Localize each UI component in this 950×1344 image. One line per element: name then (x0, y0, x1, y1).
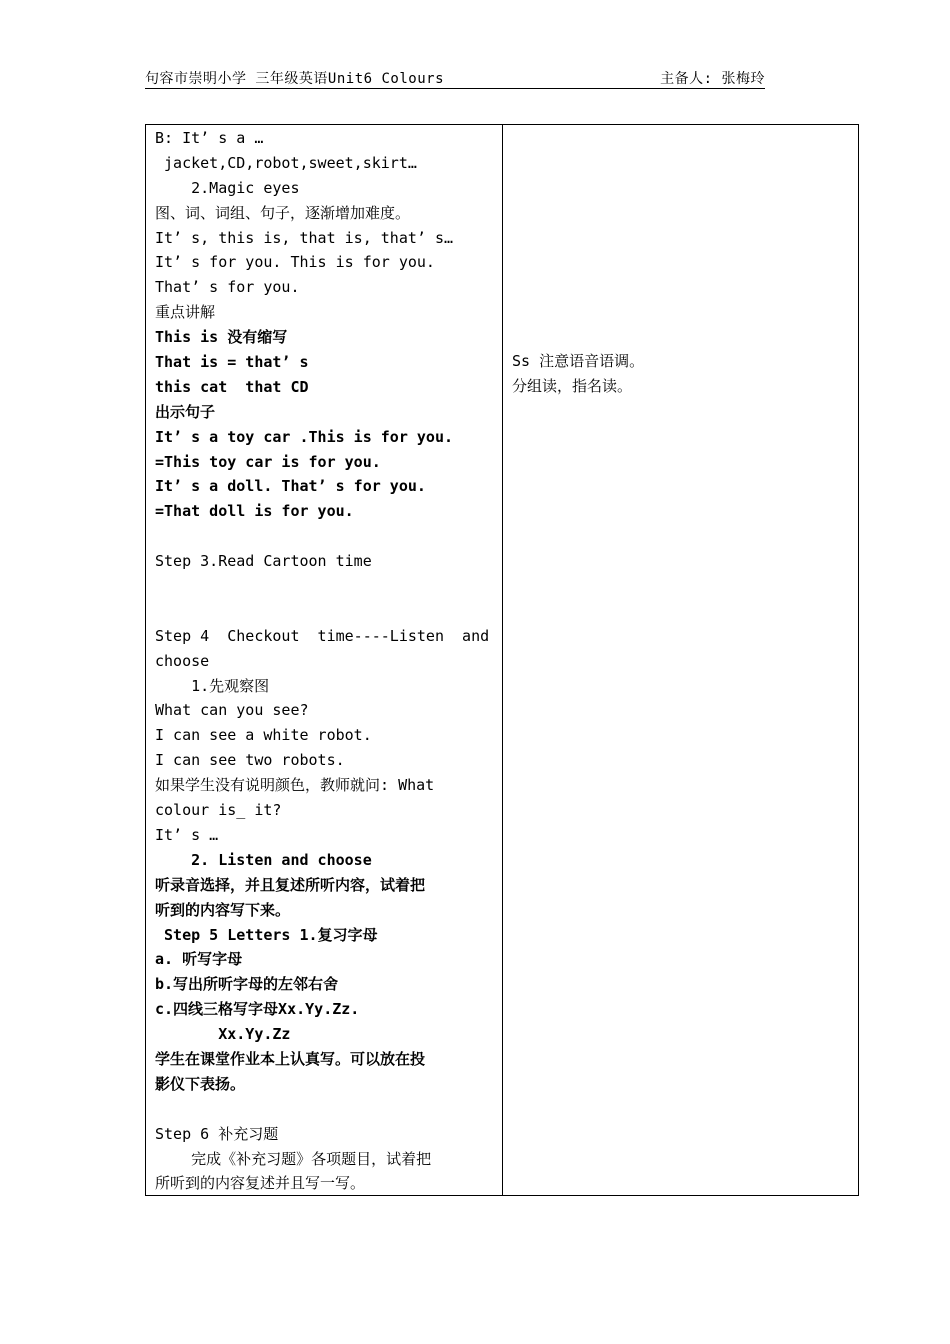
text-line: a. 听写字母 (155, 950, 243, 969)
text-line: c.四线三格写字母Xx.Yy.Zz. (155, 1000, 360, 1019)
text-line: It’ s, this is, that is, that’ s… (155, 228, 454, 247)
text-line: 学生在课堂作业本上认真写。可以放在投 (155, 1049, 426, 1068)
text-line: 完成《补充习题》各项题目，试着把 (155, 1149, 432, 1168)
text-line: This is 没有缩写 (155, 328, 288, 347)
blank-line (155, 524, 495, 549)
text-line: Step 6 补充习题 (155, 1124, 279, 1143)
text-line: b.写出所听字母的左邻右舍 (155, 975, 339, 994)
text-line: 分组读，指名读。 (512, 376, 633, 395)
text-line: It’ s a toy car .This is for you. (155, 427, 454, 446)
text-line: 如果学生没有说明颜色，教师就问: What (155, 776, 435, 795)
text-line: That’ s for you. (155, 278, 300, 297)
text-line: =This toy car is for you. (155, 452, 381, 471)
text-line: 影仪下表扬。 (155, 1074, 246, 1093)
text-line: Step 5 Letters 1.复习字母 (155, 925, 378, 944)
text-line: jacket,CD,robot,sweet,skirt… (155, 153, 417, 172)
header-title: 句容市崇明小学 三年级英语Unit6 Colours (145, 71, 445, 87)
text-line: colour is_ it? (155, 801, 282, 820)
text-line: 听录音选择，并且复述所听内容，试着把 (155, 875, 426, 894)
text-line: choose (155, 651, 210, 670)
text-line: 2. Listen and choose (155, 850, 372, 869)
page-header (145, 66, 765, 89)
text-line: Step 3.Read Cartoon time (155, 552, 372, 571)
text-line: 听到的内容写下来。 (155, 900, 291, 919)
text-line: 重点讲解 (155, 303, 216, 322)
text-line: Xx.Yy.Zz (155, 1025, 291, 1044)
text-line: It’ s for you. This is for you. (155, 253, 435, 272)
column-divider (502, 125, 503, 1195)
text-line: 图、词、词组、句子，逐渐增加难度。 (155, 203, 411, 222)
text-line: 出示句子 (155, 402, 216, 421)
text-line: 2.Magic eyes (155, 178, 300, 197)
blank-line (155, 1097, 495, 1122)
text-line: It’ s … (155, 825, 219, 844)
blank-line (155, 574, 495, 599)
text-line: Step 4 Checkout time----Listen and (155, 626, 490, 645)
left-column (155, 126, 495, 1196)
blank-line (155, 599, 495, 624)
text-line: I can see two robots. (155, 751, 345, 770)
text-line: I can see a white robot. (155, 726, 372, 745)
text-line: That is = that’ s (155, 353, 309, 372)
text-line: 1.先观察图 (155, 676, 270, 695)
text-line: It’ s a doll. That’ s for you. (155, 477, 426, 496)
text-line: 所听到的内容复述并且写一写。 (155, 1174, 366, 1193)
lesson-table (145, 124, 859, 1196)
text-line: this cat that CD (155, 377, 309, 396)
text-line: Ss 注意语音语调。 (512, 352, 645, 370)
header-author: 主备人: 张梅玲 (660, 71, 765, 87)
text-line: What can you see? (155, 701, 309, 720)
right-column (512, 349, 852, 399)
text-line: =That doll is for you. (155, 502, 354, 521)
text-line: B: It’ s a … (155, 129, 264, 147)
